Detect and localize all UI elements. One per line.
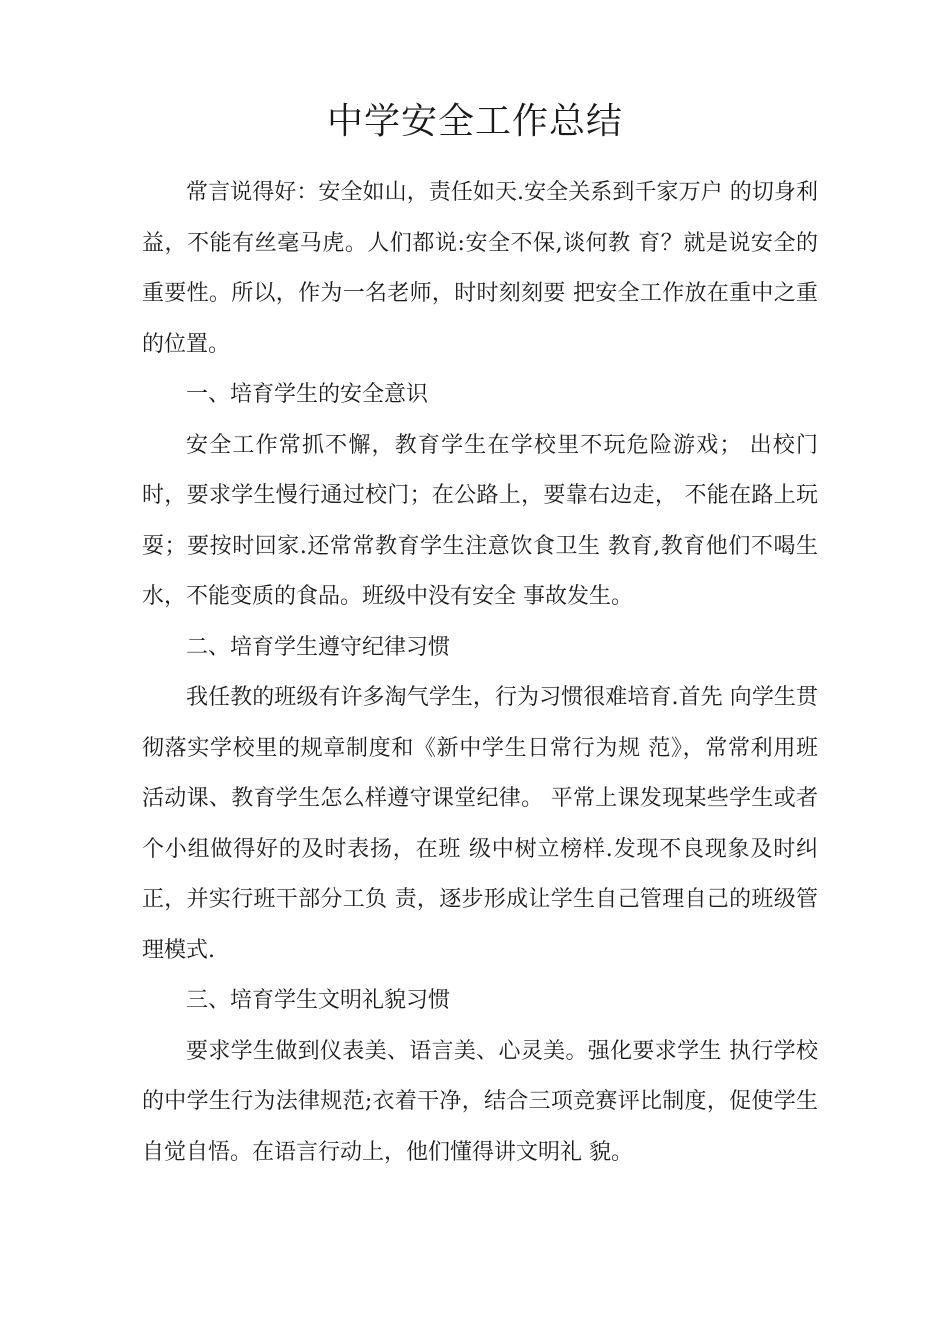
paragraph-discipline: 我任教的班级有许多淘气学生，行为习惯很难培育.首先 向学生贯彻落实学校里的规章制度和《新中学生日常行为规 范》，常常利用班活动课、教育学生怎么样遵守课堂纪律。 平常上课发现某些学生或者个小组做得好的及时表扬，在班 级中树立榜样.发现不良现象及时纠正，并实行班干部分工负 责，逐步形成让学生自己管理自己的班级管理模式. (142, 685, 818, 963)
paragraph-courtesy: 要求学生做到仪表美、语言美、心灵美。强化要求学生 执行学校的中学生行为法律规范;衣着干净，结合三项竞赛评比制度，促使学生自觉自悟。在语言行动上，他们懂得讲文明礼 貌。 (142, 1038, 818, 1165)
document-title: 中学安全工作总结 (326, 101, 623, 142)
paragraph-intro: 常言说得好：安全如山，责任如天.安全关系到千家万户 的切身利益，不能有丝毫马虎。人们都说:安全不保,谈何教 育？就是说安全的重要性。所以，作为一名老师，时时刻刻要 把安全工作放在重中之重的位置。 (142, 180, 818, 357)
document-body (142, 168, 818, 1178)
section-heading-3: 三、培育学生文明礼貌习惯 (186, 988, 451, 1013)
paragraph-safety-awareness: 安全工作常抓不懈，教育学生在学校里不玩危险游戏； 出校门时，要求学生慢行通过校门；在公路上，要靠右边走， 不能在路上玩耍；要按时回家.还常常教育学生注意饮食卫生 教育,教育他们不喝生水，不能变质的食品。班级中没有安全 事故发生。 (142, 432, 818, 609)
section-heading-1: 一、培育学生的安全意识 (186, 382, 429, 407)
section-heading-2: 二、培育学生遵守纪律习惯 (186, 634, 451, 660)
